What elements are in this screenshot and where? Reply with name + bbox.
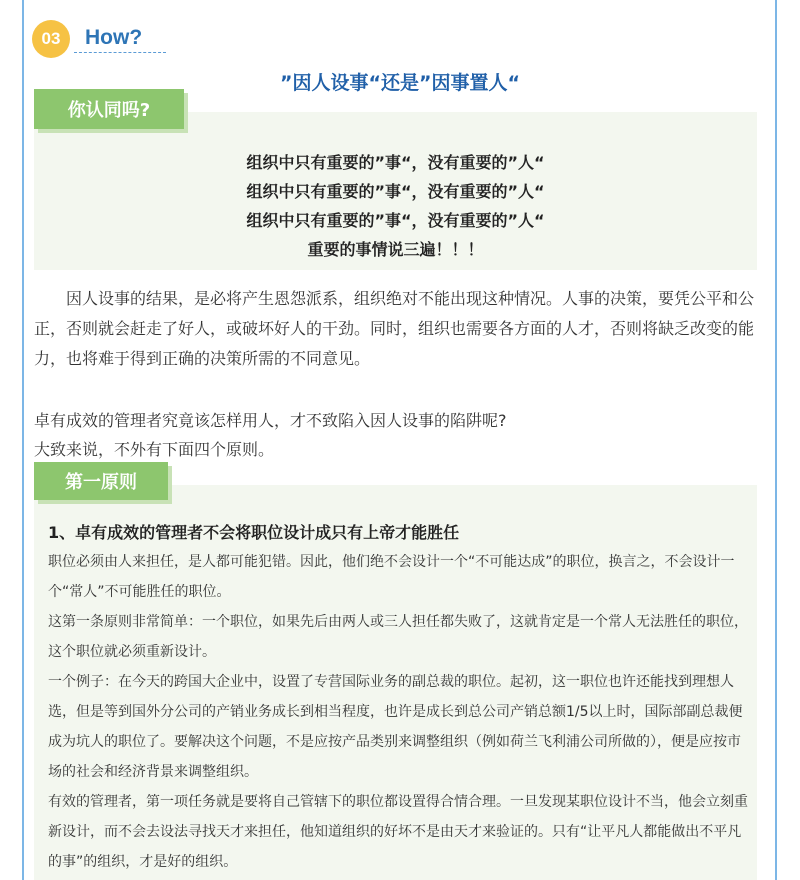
quote-lines xyxy=(34,148,757,264)
quote-line: 组织中只有重要的”事“，没有重要的”人“ xyxy=(246,182,545,201)
quote-line: 重要的事情说三遍！！！ xyxy=(307,240,484,259)
first-principle-tag: 第一原则 xyxy=(34,462,168,500)
principle-paragraph: 职位必须由人来担任，是人都可能犯错。因此，他们绝不会设计一个“不可能达成”的职位，换言之，不会设计一个“常人”不可能胜任的职位。 xyxy=(48,554,735,600)
answer-line: 大致来说，不外有下面四个原则。 xyxy=(34,440,275,459)
agree-tag: 你认同吗? xyxy=(34,89,184,129)
section-number-badge: 03 xyxy=(32,20,70,58)
quote-line: 组织中只有重要的”事“，没有重要的”人“ xyxy=(246,211,545,230)
quote-box xyxy=(34,112,757,270)
principle-title: 1、卓有成效的管理者不会将职位设计成只有上帝才能胜任 xyxy=(48,523,460,542)
right-frame-line xyxy=(775,0,777,880)
left-frame-line xyxy=(22,0,24,880)
principle-paragraph: 有效的管理者，第一项任务就是要将自己管辖下的职位都设置得合情合理。一旦发现某职位设计不当，他会立刻重新设计，而不会去设法寻找天才来担任，他知道组织的好坏不是由天才来验证的。只有“让平凡人都能做出不平凡的事”的组织，才是好的组织。 xyxy=(48,794,748,870)
intro-paragraph: 因人设事的结果，是必将产生恩怨派系，组织绝对不能出现这种情况。人事的决策，要凭公平和公正，否则就会赶走了好人，或破坏好人的干劲。同时，组织也需要各方面的人才，否则将缺乏改变的能力，也将难于得到正确的决策所需的不同意见。 xyxy=(34,289,755,368)
principle-body xyxy=(48,547,754,877)
principle-paragraph: 一个例子：在今天的跨国大企业中，设置了专营国际业务的副总裁的职位。起初，这一职位也许还能找到理想人选，但是等到国外分公司的产销业务成长到相当程度，也许是成长到总公司产销总额1/5以上时，国际部副总裁便成为坑人的职位了。要解决这个问题，不是应按产品类别来调整组织（例如荷兰飞利浦公司所做的），便是应按市场的社会和经济背景来调整组织。 xyxy=(48,674,743,780)
principle-paragraph: 这第一条原则非常简单：一个职位，如果先后由两人或三人担任都失败了，这就肯定是一个常人无法胜任的职位，这个职位就必须重新设计。 xyxy=(48,614,748,660)
question-line: 卓有成效的管理者究竟该怎样用人，才不致陷入因人设事的陷阱呢? xyxy=(34,411,507,430)
section-title-underline xyxy=(74,52,166,53)
quote-line: 组织中只有重要的”事“，没有重要的”人“ xyxy=(246,153,545,172)
section-title: How? xyxy=(85,26,143,49)
main-heading: ”因人设事“还是”因事置人“ xyxy=(280,72,520,94)
